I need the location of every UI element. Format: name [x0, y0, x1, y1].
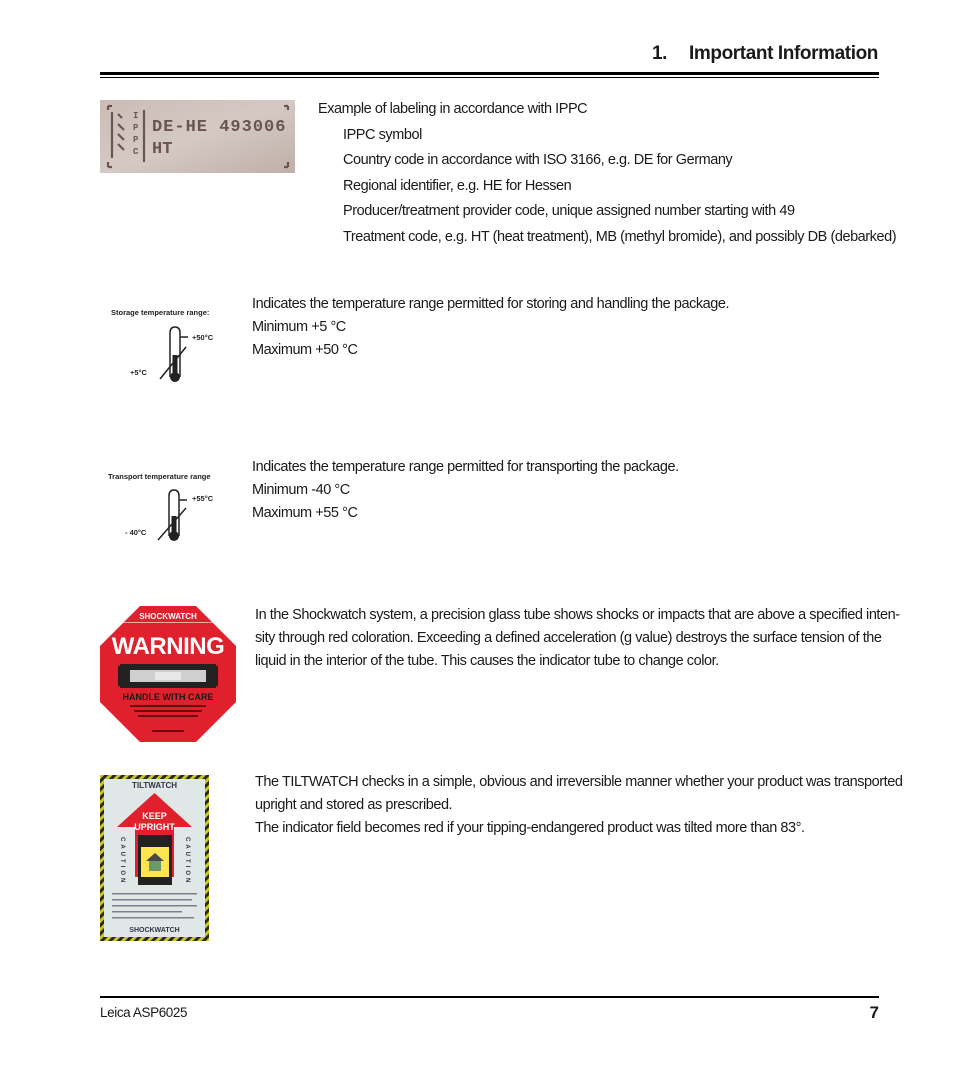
tiltwatch-caution-left: CAUTION	[119, 837, 125, 886]
storage-temperature-symbol	[108, 305, 238, 385]
shockwatch-warning: WARNING	[111, 633, 225, 660]
ippc-item: Country code in accordance with ISO 3166, e.g. DE for Germany	[343, 152, 733, 169]
shockwatch-description	[255, 604, 900, 673]
shockwatch-line: In the Shockwatch system, a precision glass tube shows shocks or impacts that are above a specified inten-	[255, 607, 900, 623]
section-number: 1.	[651, 43, 668, 64]
tiltwatch-footer-brand: SHOCKWATCH	[129, 927, 180, 934]
transport-description	[252, 456, 679, 525]
transport-symbol-label: Transport temperature range	[108, 472, 211, 481]
page-number: 7	[869, 1003, 879, 1022]
ippc-logo-letter: P	[133, 123, 139, 133]
storage-min-label: +5°C	[130, 368, 147, 377]
ippc-logo-letter: P	[133, 135, 139, 145]
tiltwatch-line: upright and stored as prescribed.	[255, 797, 453, 813]
footer-rule	[100, 996, 879, 998]
footer-product-name: Leica ASP6025	[100, 1005, 188, 1020]
stamp-treatment-line: HT	[152, 140, 173, 159]
transport-line: Indicates the temperature range permitted for transporting the package.	[252, 459, 679, 475]
tiltwatch-caution-right: CAUTION	[184, 837, 190, 886]
shockwatch-line: liquid in the interior of the tube. This causes the indicator tube to change color.	[255, 653, 719, 669]
header-rule-thick	[100, 72, 879, 75]
tiltwatch-upright: UPRIGHT	[134, 822, 175, 832]
tiltwatch-description	[255, 771, 902, 840]
ippc-item: Treatment code, e.g. HT (heat treatment), MB (methyl bromide), and possibly DB (debarked)	[343, 228, 897, 245]
transport-line: Minimum -40 °C	[252, 482, 350, 498]
transport-max-label: +55°C	[192, 494, 214, 503]
storage-line: Minimum +5 °C	[252, 319, 346, 335]
tiltwatch-label-image	[100, 775, 209, 941]
ippc-description	[318, 97, 896, 251]
tiltwatch-line: The indicator field becomes red if your tipping-endangered product was tilted more than 83°.	[255, 820, 805, 836]
shockwatch-label-image	[100, 606, 236, 742]
storage-max-label: +50°C	[192, 333, 214, 342]
shockwatch-handle: HANDLE WITH CARE	[122, 692, 214, 702]
transport-min-label: - 40°C	[125, 528, 147, 537]
tiltwatch-keep: KEEP	[142, 811, 167, 821]
ippc-item: Regional identifier, e.g. HE for Hessen	[343, 177, 572, 194]
header-rule-thin	[100, 77, 879, 78]
shockwatch-brand: SHOCKWATCH	[139, 612, 197, 621]
ippc-stamp-image	[100, 100, 295, 173]
ippc-logo-letter: I	[133, 111, 139, 121]
storage-line: Indicates the temperature range permitted for storing and handling the package.	[252, 296, 730, 312]
section-title: Important Information	[689, 43, 878, 64]
ippc-item: Producer/treatment provider code, unique assigned number starting with 49	[343, 203, 795, 220]
tiltwatch-brand: TILTWATCH	[131, 781, 178, 790]
transport-line: Maximum +55 °C	[252, 505, 358, 521]
shockwatch-line: sity through red coloration. Exceeding a defined acceleration (g value) destroys the surface tension of the	[255, 630, 882, 646]
storage-description	[252, 293, 729, 362]
section-heading	[652, 43, 878, 65]
storage-line: Maximum +50 °C	[252, 342, 358, 358]
ippc-logo-letter: C	[133, 147, 139, 157]
stamp-code-line: DE-HE 493006	[152, 118, 287, 137]
tiltwatch-line: The TILTWATCH checks in a simple, obvious and irreversible manner whether your product was transported	[255, 774, 903, 790]
ippc-item: IPPC symbol	[343, 126, 422, 143]
transport-temperature-symbol	[106, 470, 241, 550]
ippc-intro: Example of labeling in accordance with IPPC	[318, 101, 588, 117]
storage-symbol-label: Storage temperature range:	[111, 308, 210, 317]
